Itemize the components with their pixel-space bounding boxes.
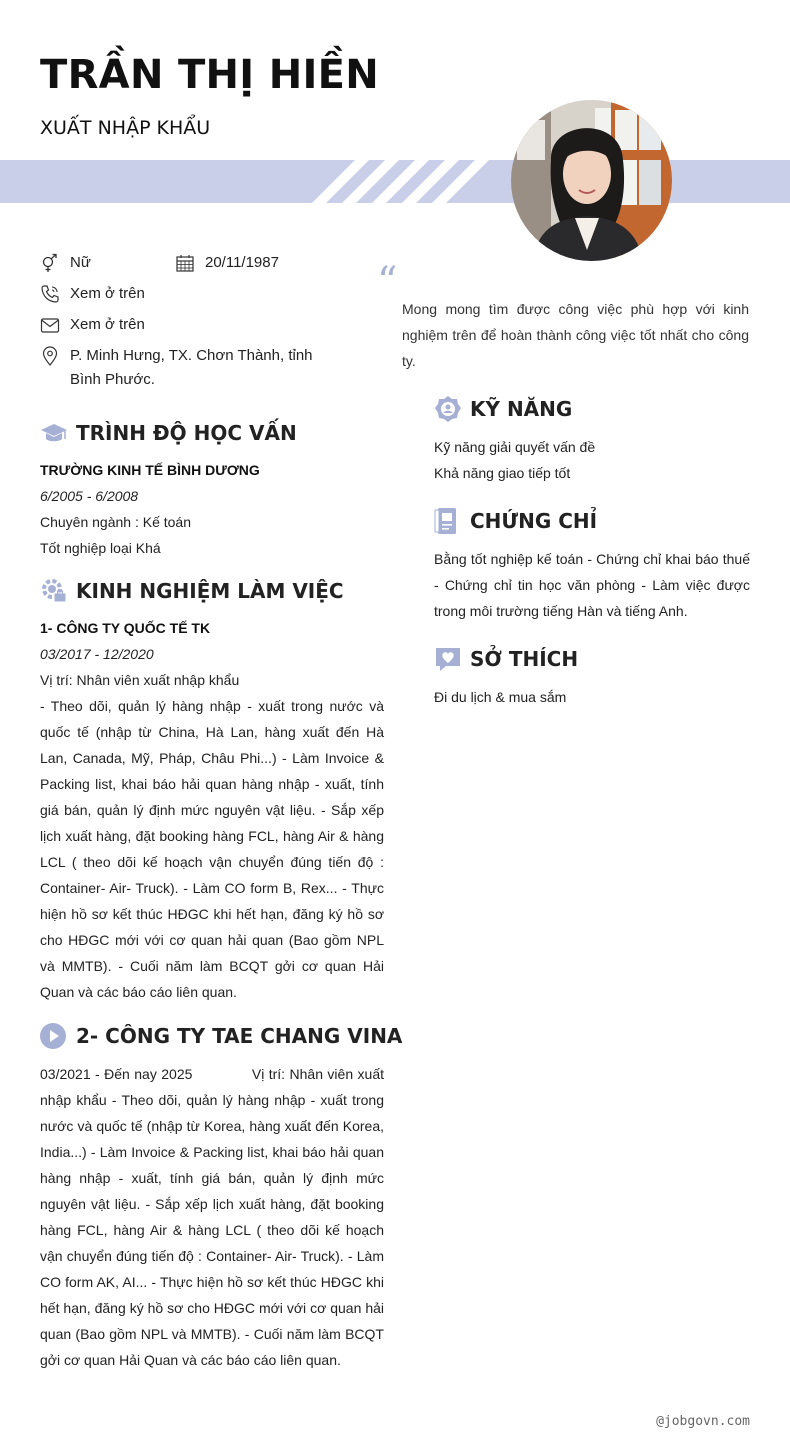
hobbies-heading [434,645,578,673]
certificates-text: Bằng tốt nghiệp kế toán - Chứng chỉ khai báo thuế - Chứng chỉ tin học văn phòng - Làm việc được trong môi trường tiếng Hàn và tiếng Anh. [434,551,750,619]
certificates-heading [434,507,597,535]
education-block [40,457,384,561]
calendar-icon [175,253,195,273]
phone-value: Xem ở trên [70,285,145,302]
email-value: Xem ở trên [70,316,145,333]
skills-title: KỸ NĂNG [470,397,573,421]
skills-badge-icon [434,395,462,423]
skills-heading [434,395,572,423]
job2-heading [40,1022,402,1050]
job1-period: 03/2017 - 12/2020 [40,646,154,662]
skill-item: Khả năng giao tiếp tốt [434,465,571,481]
education-grade: Tốt nghiệp loại Khá [40,540,161,556]
education-major: Chuyên ngành : Kế toán [40,514,192,530]
job-title: XUẤT NHẬP KHẨU [40,117,211,139]
email-row [40,313,145,337]
gear-briefcase-icon [40,577,68,605]
gender-row [40,251,91,275]
job2-title: 2- CÔNG TY TAE CHANG VINA [76,1024,403,1048]
job2-description: Vị trí: Nhân viên xuất nhập khẩu - Theo dõi, quản lý hàng nhập - xuất trong nước và quốc tế (nhập từ Korea, hàng xuất đến Korea, India...) - Làm Invoice & Packing list, khai báo hải quan hàng nhập - xuất, tính giá bán, quản lý định mức nguyên vật liệu. - Sắp xếp lịch xuất hàng, đặt booking hàng FCL, hàng Air & hàng LCL ( theo dõi kế hoạch vận chuyển đúng tiến độ : Container- Air- Truck). - Làm CO form AK, AI... - Thực hiện hồ sơ kết thúc HĐGC khi hết hạn, đăng ký hồ sơ cho HĐGC mới với cơ quan hải quan (Bao gồm NPL và MMTB). - Cuối năm làm BCQT gởi cơ quan Hải Quan và các báo cáo liên quan. [40,1066,384,1368]
graduation-cap-icon [40,419,68,447]
experience-title: KINH NGHIỆM LÀM VIỆC [76,579,344,603]
job2-period: 03/2021 - Đến nay 2025 [40,1066,193,1082]
career-objective: Mong mong tìm được công việc phù hợp với kinh nghiệm trên để hoàn thành công việc tốt nhất cho công ty. [402,301,749,369]
address-value: P. Minh Hưng, TX. Chơn Thành, tỉnh Bình Phước. [70,347,313,388]
job1-position: Vị trí: Nhân viên xuất nhập khẩu [40,672,240,688]
candidate-name: TRẦN THỊ HIỀN [40,52,380,98]
skill-item: Kỹ năng giải quyết vấn đề [434,439,596,455]
mail-icon [40,315,60,335]
gender-icon [40,253,60,273]
experience-heading [40,577,344,605]
skills-list [434,434,750,486]
education-heading [40,419,297,447]
address-row [40,344,330,392]
gender-value: Nữ [70,254,91,271]
education-title: TRÌNH ĐỘ HỌC VẤN [76,421,297,445]
phone-row [40,282,145,306]
play-circle-icon [40,1022,68,1050]
quote-icon: “ [377,259,398,305]
hobbies-text: Đi du lịch & mua sắm [434,689,567,705]
location-pin-icon [40,346,60,366]
job2-block [40,1061,384,1373]
phone-icon [40,284,60,304]
birthday-value: 20/11/1987 [205,254,279,271]
certificate-icon [434,507,462,535]
education-period: 6/2005 - 6/2008 [40,488,139,504]
avatar [511,100,672,261]
birthday-row [175,251,279,275]
certificates-title: CHỨNG CHỈ [470,509,598,533]
job1-block [40,615,384,1005]
job1-description: - Theo dõi, quản lý hàng nhập - xuất trong nước và quốc tế (nhập từ China, Hà Lan, hàng xuất đến Hà Lan, Canada, Mỹ, Pháp, Châu Phi...) - Làm Invoice & Packing list, khai báo hải quan hàng nhập - xuất, tính giá bán, quản lý định mức nguyên vật liệu. - Sắp xếp lịch xuất hàng, đặt booking hàng FCL, hàng Air & hàng LCL ( theo dõi kế hoạch vận chuyển đúng tiến độ : Container- Air- Truck). - Làm CO form B, Rex... - Thực hiện hồ sơ kết thúc HĐGC khi hết hạn, đăng ký hồ sơ cho HĐGC mới với cơ quan hải quan (Bao gồm NPL và MMTB). - Cuối năm làm BCQT gởi cơ quan Hải Quan và các báo cáo liên quan. [40,698,384,1000]
hobbies-title: SỞ THÍCH [470,647,579,671]
job1-company: 1- CÔNG TY QUỐC TẾ TK [40,620,211,636]
heart-message-icon [434,645,462,673]
school-name: TRƯỜNG KINH TẾ BÌNH DƯƠNG [40,462,260,478]
footer-watermark: @jobgovn.com [656,1414,750,1429]
